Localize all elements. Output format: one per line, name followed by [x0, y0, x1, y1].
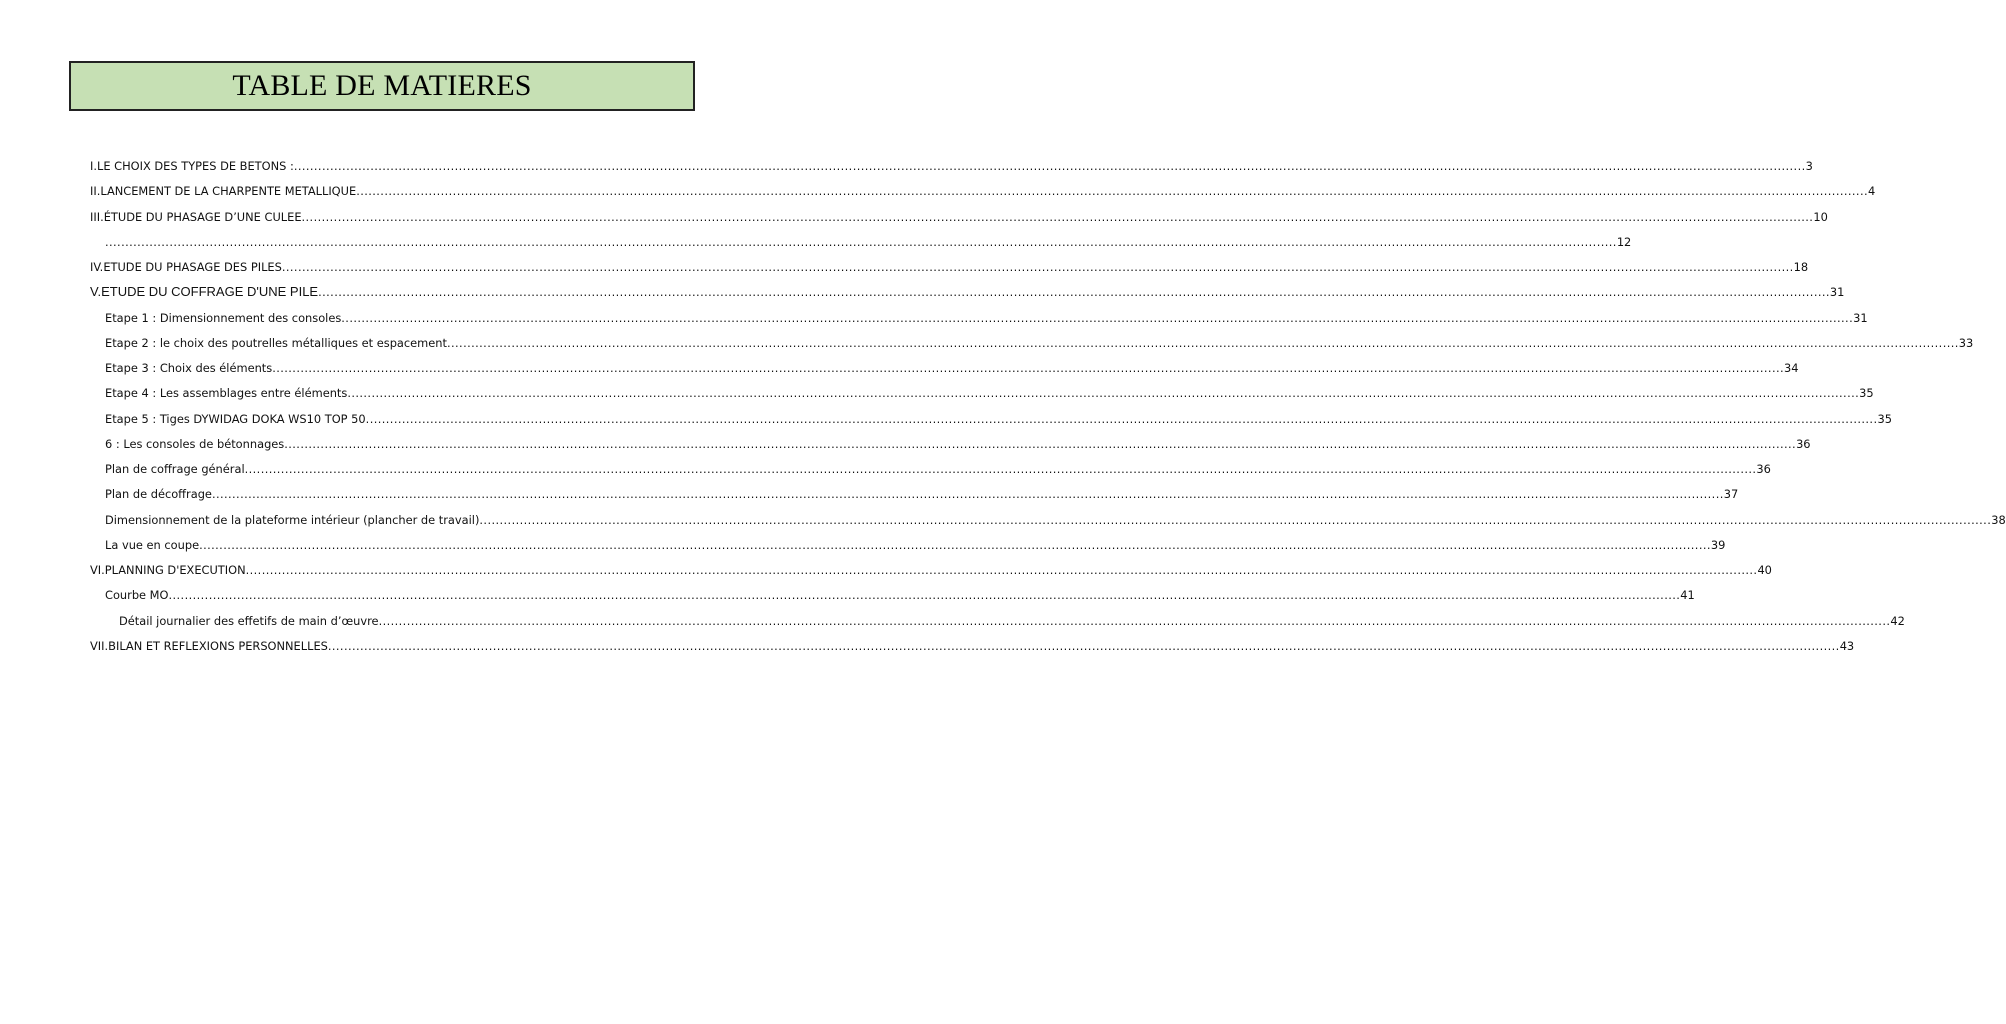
toc-leader-dots: ........................................................................................................................................................................................................................................................................................................................................................................................: [301, 210, 1814, 224]
toc-page-number: 12: [1616, 235, 1632, 249]
toc-entry-number: III.: [90, 210, 104, 224]
toc-leader-dots: ........................................................................................................................................................................................................................................................................................................................................................................................: [479, 513, 1992, 527]
toc-leader-dots: ........................................................................................................................................................................................................................................................................................................................................................................................: [284, 437, 1797, 451]
toc-entry-title: Détail journalier des effetifs de main d’œuvre: [119, 614, 379, 628]
toc-entry-14[interactable]: [105, 485, 1739, 503]
toc-entry-title: La vue en coupe: [105, 538, 200, 552]
toc-entry-8[interactable]: [105, 334, 1974, 352]
toc-leader-dots: ........................................................................................................................................................................................................................................................................................................................................................................................: [327, 639, 1840, 653]
toc-leader-dots: ........................................................................................................................................................................................................................................................................................................................................................................................: [105, 235, 1617, 249]
toc-entry-title: Etape 5 : Tiges DYWIDAG DOKA WS10 TOP 50: [105, 412, 366, 426]
toc-entry-number: IV.: [90, 260, 104, 274]
toc-leader-dots: ........................................................................................................................................................................................................................................................................................................................................................................................: [199, 538, 1711, 552]
toc-leader-dots: ........................................................................................................................................................................................................................................................................................................................................................................................: [446, 336, 1959, 350]
toc-leader-dots: ........................................................................................................................................................................................................................................................................................................................................................................................: [293, 159, 1806, 173]
title-box: [69, 61, 695, 111]
toc-leader-dots: ........................................................................................................................................................................................................................................................................................................................................................................................: [272, 361, 1785, 375]
toc-leader-dots: ........................................................................................................................................................................................................................................................................................................................................................................................: [244, 462, 1757, 476]
toc-page-number: 4: [1868, 184, 1876, 198]
toc-entry-number: V.: [90, 284, 102, 299]
toc-leader-dots: ........................................................................................................................................................................................................................................................................................................................................................................................: [318, 285, 1830, 299]
toc-entry-10[interactable]: [105, 384, 1874, 402]
toc-page-number: 41: [1680, 588, 1695, 602]
toc-entry-title: LANCEMENT DE LA CHARPENTE METALLIQUE: [100, 184, 357, 198]
toc-entry-title: ÉTUDE DU PHASAGE D’UNE CULEE: [103, 210, 302, 224]
toc-leader-dots: ........................................................................................................................................................................................................................................................................................................................................................................................: [245, 563, 1758, 577]
toc-page-number: 10: [1813, 210, 1828, 224]
toc-entry-title: Plan de coffrage général: [105, 462, 245, 476]
toc-entry-12[interactable]: [105, 435, 1811, 453]
toc-entry-18[interactable]: [105, 586, 1695, 604]
toc-leader-dots: ........................................................................................................................................................................................................................................................................................................................................................................................: [365, 412, 1878, 426]
toc-entry-6[interactable]: [90, 283, 1845, 301]
toc-page-number: 34: [1784, 361, 1799, 375]
toc-entry-15[interactable]: [105, 511, 2006, 529]
toc-page-number: 31: [1829, 285, 1845, 299]
toc-page-number: 43: [1839, 639, 1855, 653]
toc-page-number: 37: [1723, 487, 1739, 501]
toc-entry-title: PLANNING D'EXECUTION: [104, 563, 246, 577]
toc-entry-title: ETUDE DU PHASAGE DES PILES: [103, 260, 282, 274]
toc-leader-dots: ........................................................................................................................................................................................................................................................................................................................................................................................: [347, 386, 1860, 400]
toc-entry-number: VII.: [90, 639, 109, 653]
toc-entry-title: Etape 1 : Dimensionnement des consoles: [105, 311, 342, 325]
toc-page-number: 36: [1756, 462, 1771, 476]
toc-leader-dots: ........................................................................................................................................................................................................................................................................................................................................................................................: [378, 614, 1891, 628]
toc-entry-number: VI.: [90, 563, 105, 577]
toc-page-number: 36: [1796, 437, 1811, 451]
toc-entry-1[interactable]: [90, 157, 1813, 175]
toc-page-number: 31: [1853, 311, 1868, 325]
toc-entry-19[interactable]: [119, 612, 1905, 630]
toc-leader-dots: ........................................................................................................................................................................................................................................................................................................................................................................................: [281, 260, 1794, 274]
toc-entry-title: Plan de décoffrage: [105, 487, 212, 501]
toc-entry-5[interactable]: [90, 258, 1809, 276]
toc-entry-17[interactable]: [90, 561, 1772, 579]
toc-page-number: 3: [1805, 159, 1813, 173]
toc-leader-dots: ........................................................................................................................................................................................................................................................................................................................................................................................: [356, 184, 1868, 198]
toc-leader-dots: ........................................................................................................................................................................................................................................................................................................................................................................................: [211, 487, 1724, 501]
toc-entry-title: Courbe MO: [105, 588, 169, 602]
toc-page-number: 42: [1890, 614, 1905, 628]
toc-page-number: 40: [1757, 563, 1772, 577]
toc-entry-title: BILAN ET REFLEXIONS PERSONNELLES: [108, 639, 328, 653]
toc-page-number: 38: [1991, 513, 2006, 527]
toc-entry-title: Etape 2 : le choix des poutrelles métalliques et espacement: [105, 336, 447, 350]
toc-page-number: 35: [1859, 386, 1874, 400]
toc-page-number: 33: [1958, 336, 1974, 350]
toc-entry-title: Etape 3 : Choix des éléments: [105, 361, 273, 375]
toc-leader-dots: ........................................................................................................................................................................................................................................................................................................................................................................................: [168, 588, 1681, 602]
toc-entry-title: Dimensionnement de la plateforme intérieur (plancher de travail): [105, 513, 480, 527]
toc-entry-title: ETUDE DU COFFRAGE D'UNE PILE: [101, 284, 319, 299]
toc-leader-dots: ........................................................................................................................................................................................................................................................................................................................................................................................: [341, 311, 1854, 325]
toc-entry-4[interactable]: [105, 233, 1632, 251]
toc-entry-20[interactable]: [90, 637, 1855, 655]
toc-entry-title: 6 : Les consoles de bétonnages: [105, 437, 285, 451]
toc-entry-number: I.: [90, 159, 97, 173]
toc-entry-7[interactable]: [105, 309, 1868, 327]
toc-page-number: 39: [1710, 538, 1726, 552]
toc-entry-13[interactable]: [105, 460, 1771, 478]
toc-entry-3[interactable]: [90, 208, 1828, 226]
toc-entry-11[interactable]: [105, 410, 1892, 428]
toc-page-number: 35: [1877, 412, 1892, 426]
toc-entry-2[interactable]: [90, 182, 1876, 200]
toc-entry-16[interactable]: [105, 536, 1726, 554]
toc-page-number: 18: [1793, 260, 1809, 274]
toc-entry-9[interactable]: [105, 359, 1799, 377]
toc-entry-title: Etape 4 : Les assemblages entre éléments: [105, 386, 348, 400]
page-title: TABLE DE MATIERES: [232, 69, 532, 102]
toc-entry-number: II.: [90, 184, 101, 198]
toc-entry-title: LE CHOIX DES TYPES DE BETONS :: [96, 159, 294, 173]
